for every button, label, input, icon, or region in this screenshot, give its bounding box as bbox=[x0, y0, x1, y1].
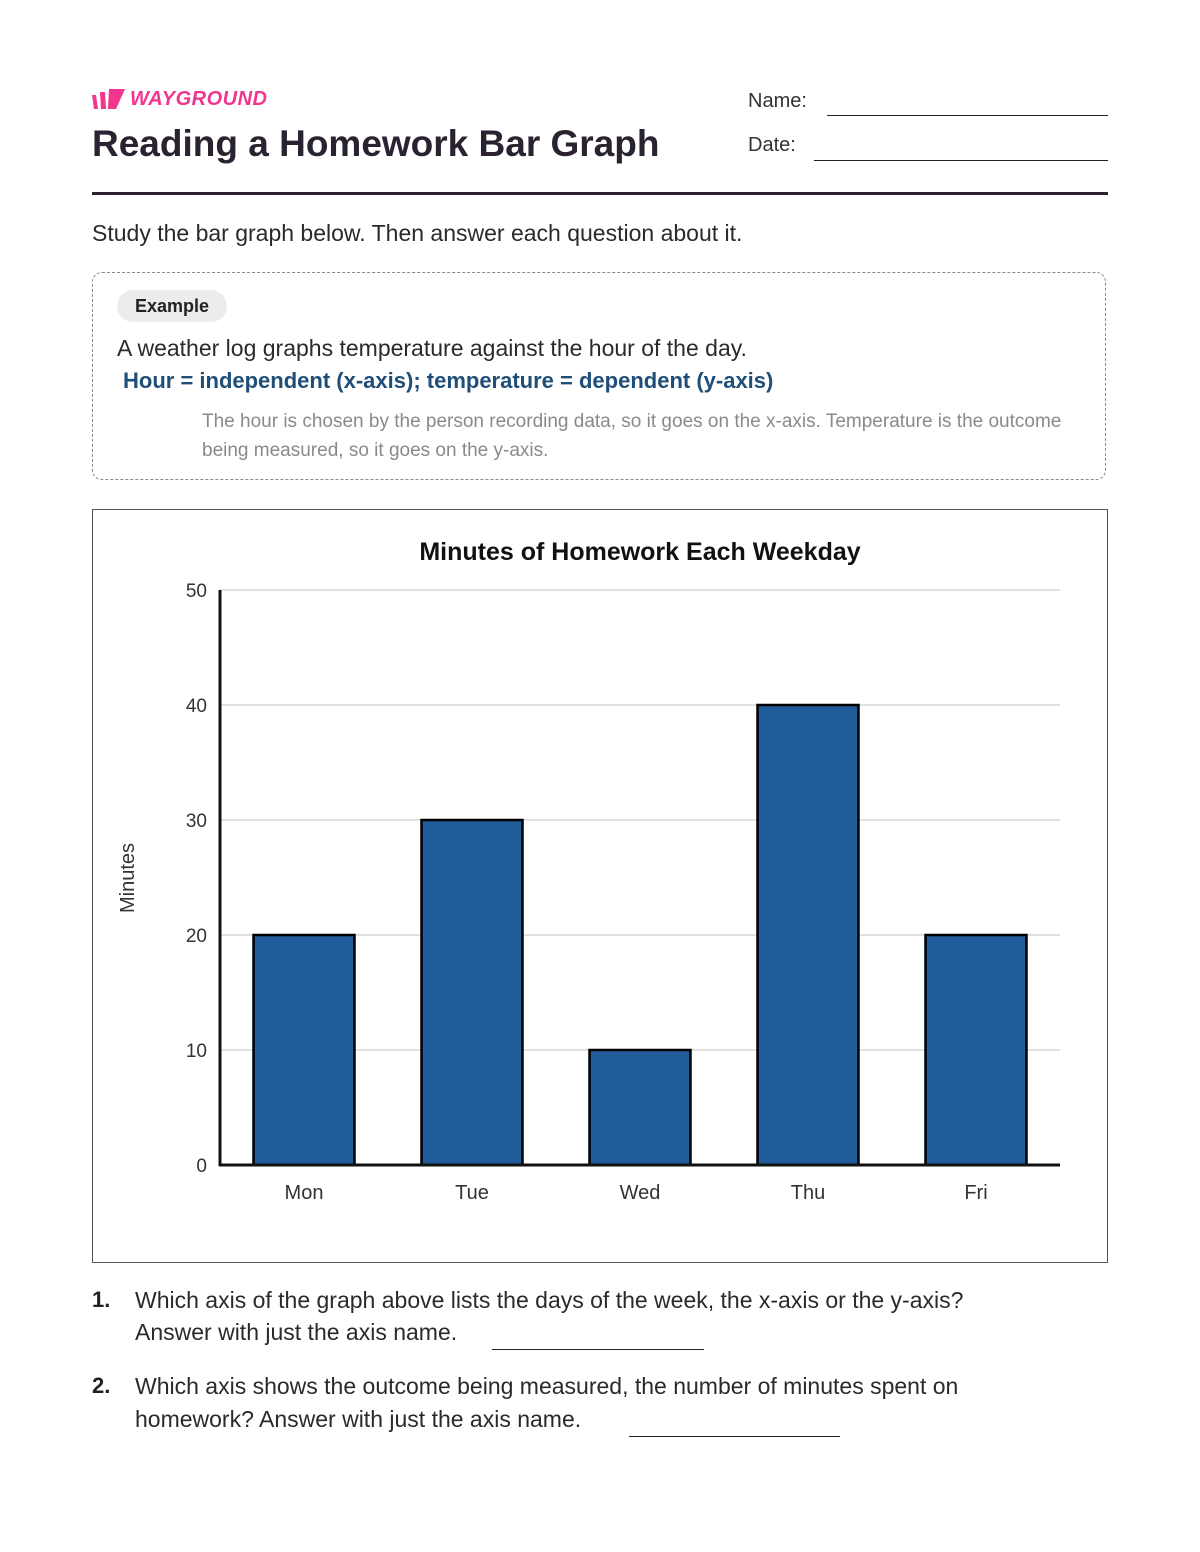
name-label: Name: bbox=[748, 90, 807, 112]
example-tag: Example bbox=[117, 290, 227, 322]
brand-mark-icon bbox=[92, 89, 126, 111]
date-field[interactable] bbox=[814, 160, 1108, 161]
y-tick-label: 10 bbox=[185, 1041, 207, 1062]
question-2-answer-field[interactable] bbox=[629, 1436, 840, 1437]
question-1-answer-field[interactable] bbox=[492, 1349, 704, 1350]
chart-title: Minutes of Homework Each Weekday bbox=[419, 538, 861, 566]
x-tick-label: Thu bbox=[790, 1182, 826, 1204]
y-tick-label: 0 bbox=[196, 1156, 207, 1177]
y-axis-label: Minutes bbox=[117, 842, 139, 914]
question-2-number: 2. bbox=[92, 1373, 111, 1398]
y-tick-label: 40 bbox=[185, 696, 207, 717]
question-2-line-1: Which axis shows the outcome being measured, the number of minutes spent on bbox=[135, 1373, 959, 1399]
question-2-line-2: homework? Answer with just the axis name. bbox=[135, 1406, 582, 1432]
brand-name: WAYGROUND bbox=[130, 88, 268, 110]
question-1-line-1: Which axis of the graph above lists the days of the week, the x-axis or the y-axis? bbox=[135, 1287, 964, 1313]
instructions: Study the bar graph below. Then answer each question about it. bbox=[92, 220, 743, 246]
question-1-line-2: Answer with just the axis name. bbox=[135, 1319, 458, 1345]
x-tick-label: Fri bbox=[964, 1182, 988, 1204]
example-explanation: The hour is chosen by the person recording data, so it goes on the x-axis. Temperature is the outcome being measured, so it goes on the y-axis. bbox=[202, 411, 1062, 461]
x-tick-label: Tue bbox=[455, 1182, 489, 1204]
x-tick-label: Mon bbox=[284, 1182, 324, 1204]
y-tick-label: 20 bbox=[185, 926, 207, 947]
chart-frame bbox=[92, 509, 1108, 1263]
y-tick-label: 30 bbox=[185, 811, 207, 832]
header-divider bbox=[92, 192, 1108, 195]
page-title: Reading a Homework Bar Graph bbox=[92, 123, 660, 164]
y-tick-label: 50 bbox=[185, 581, 207, 602]
example-question: A weather log graphs temperature against the hour of the day. bbox=[117, 335, 747, 361]
brand-logo bbox=[92, 88, 267, 111]
date-label: Date: bbox=[748, 134, 796, 156]
example-answer: Hour = independent (x-axis); temperature = dependent (y-axis) bbox=[123, 368, 774, 393]
question-1-number: 1. bbox=[92, 1287, 111, 1312]
x-tick-label: Wed bbox=[619, 1182, 661, 1204]
name-field[interactable] bbox=[827, 115, 1108, 116]
